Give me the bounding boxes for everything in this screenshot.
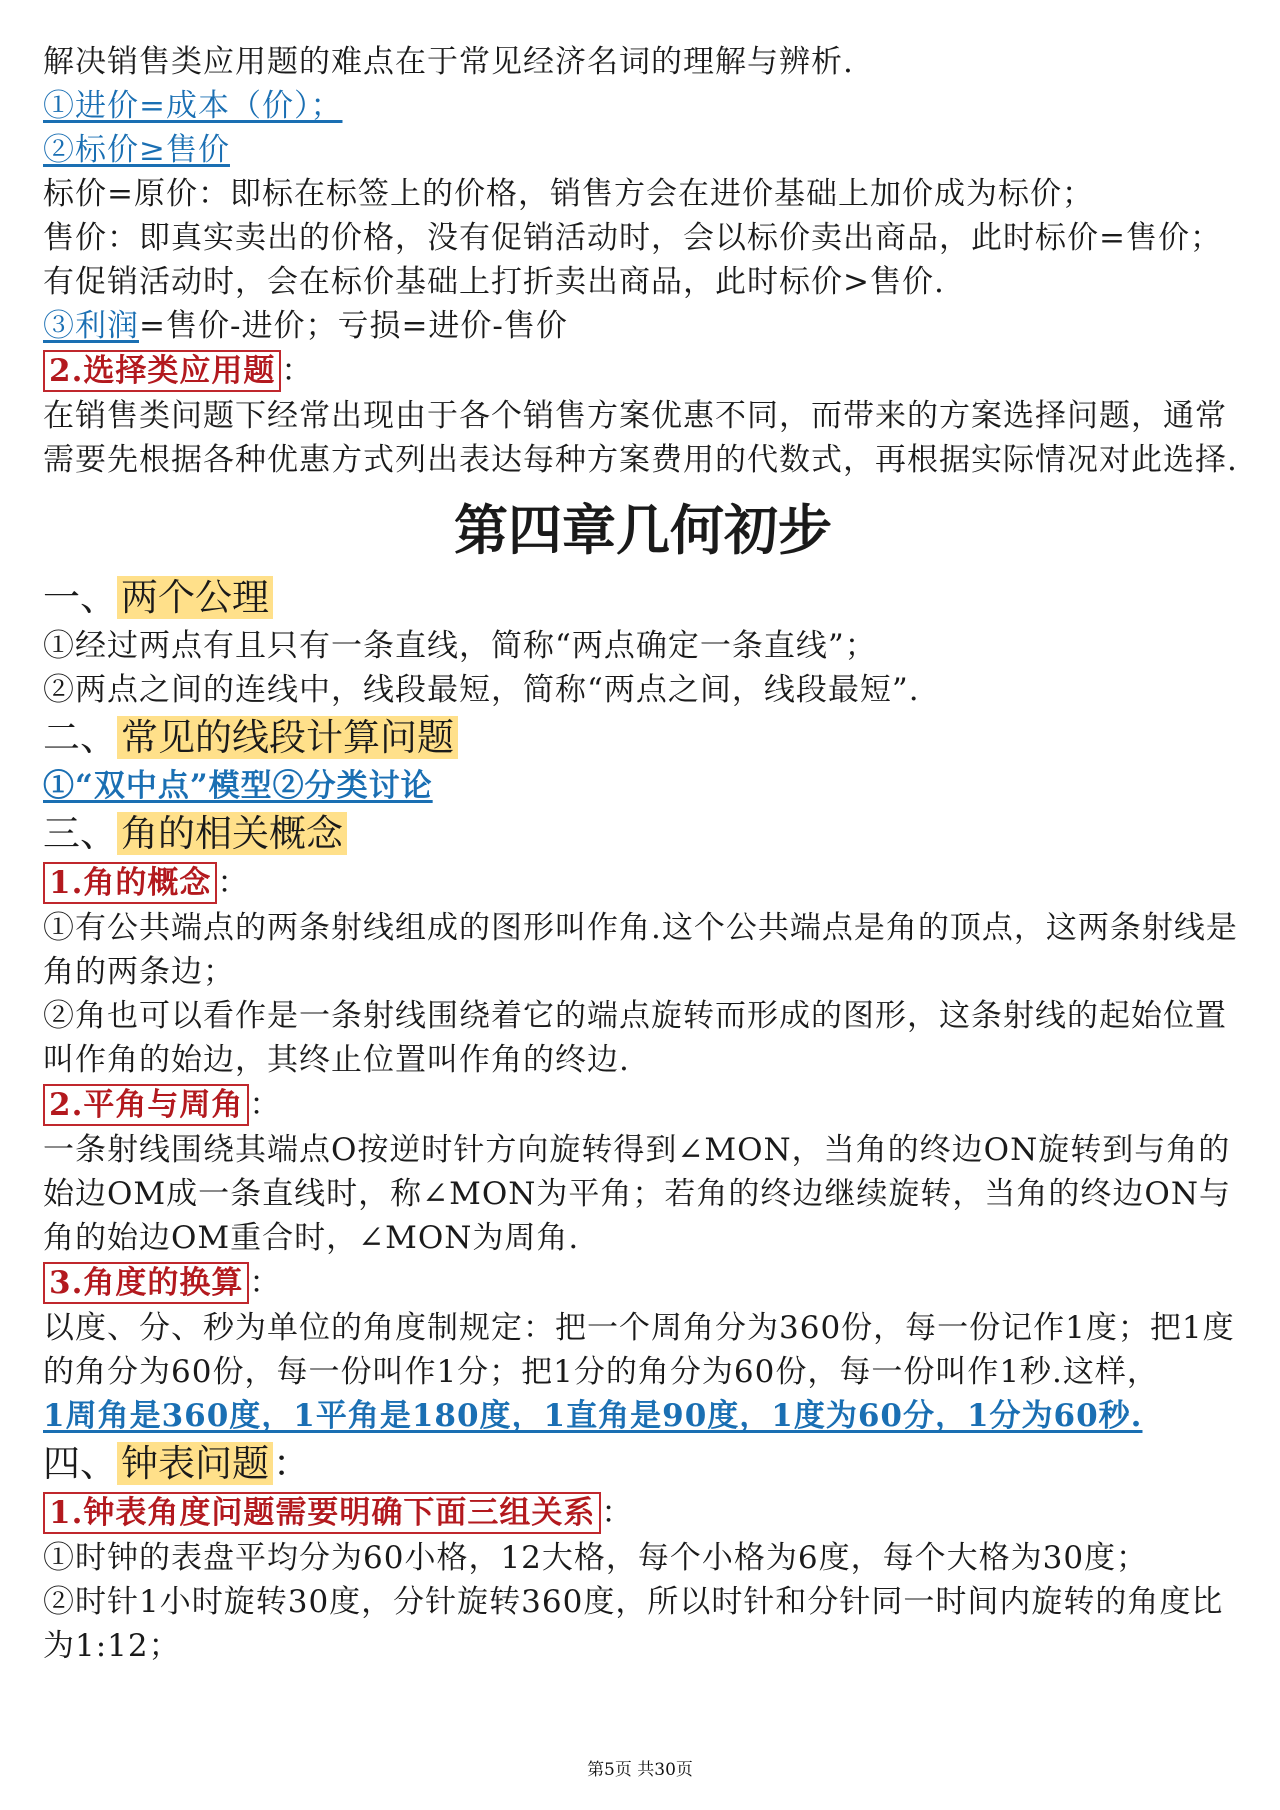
marked-price-line: ②标价≥售价: [43, 132, 230, 168]
section-1-prefix: 一、: [43, 576, 117, 619]
section-3-title: 角的相关概念: [117, 812, 347, 855]
colon: ：: [217, 865, 250, 901]
heading-clock-relations: 1.钟表角度问题需要明确下面三组关系: [43, 1492, 601, 1534]
chapter-title: 第四章几何初步: [454, 498, 832, 562]
axiom-1: ①经过两点有且只有一条直线，简称“两点确定一条直线”；: [43, 628, 877, 664]
clock-relation-2: ②时针1小时旋转30度，分针旋转360度，所以时针和分针同一时间内旋转的角度比为1:12；: [43, 1584, 1224, 1664]
angle-conversion-paragraph: 以度、分、秒为单位的角度制规定：把一个周角分为360份，每一份记作1度；把1度的角分为60份，每一份叫作1分；把1分的角分为60份，每一份叫作1秒.这样，: [43, 1310, 1235, 1390]
section-3-prefix: 三、: [43, 812, 117, 855]
document-page: [43, 40, 1243, 1668]
page-footer: 第5页 共30页: [587, 1760, 693, 1780]
section-2-prefix: 二、: [43, 716, 117, 759]
colon: ：: [601, 1495, 634, 1531]
intro-line: 解决销售类应用题的难点在于常见经济名词的理解与辨析.: [43, 44, 854, 80]
straight-full-angle-paragraph: 一条射线围绕其端点O按逆时针方向旋转得到∠MON，当角的终边ON旋转到与角的始边OM成一条直线时，称∠MON为平角；若角的终边继续旋转，当角的终边ON与角的始边OM重合时，∠MON为周角.: [43, 1132, 1231, 1256]
heading-angle-concept: 1.角的概念: [43, 862, 217, 904]
profit-formula: =售价-进价；亏损=进价-售价: [139, 308, 568, 344]
colon: ：: [273, 1442, 310, 1485]
heading-angle-conversion: 3.角度的换算: [43, 1262, 249, 1304]
colon: ：: [281, 353, 314, 389]
angle-concept-2: ②角也可以看作是一条射线围绕着它的端点旋转而形成的图形，这条射线的起始位置叫作角的始边，其终止位置叫作角的终边.: [43, 998, 1227, 1078]
segment-models: ①“双中点”模型②分类讨论: [43, 768, 433, 804]
colon: ：: [249, 1087, 282, 1123]
sale-price-definition: 售价：即真实卖出的价格，没有促销活动时，会以标价卖出商品，此时标价=售价；有促销活动时，会在标价基础上打折卖出商品，此时标价>售价.: [43, 220, 1222, 300]
section-2-title: 常见的线段计算问题: [117, 716, 458, 759]
angle-conversion-summary: 1周角是360度，1平角是180度，1直角是90度，1度为60分，1分为60秒.: [43, 1398, 1143, 1434]
clock-relation-1: ①时钟的表盘平均分为60小格，12大格，每个小格为6度，每个大格为30度；: [43, 1540, 1149, 1576]
marked-price-definition: 标价=原价：即标在标签上的价格，销售方会在进价基础上加价成为标价；: [43, 176, 1094, 212]
angle-concept-1: ①有公共端点的两条射线组成的图形叫作角.这个公共端点是角的顶点，这两条射线是角的两条边；: [43, 910, 1238, 990]
cost-price-line: ①进价=成本（价）；: [43, 88, 343, 124]
heading-straight-full-angle: 2.平角与周角: [43, 1084, 249, 1126]
section-1-title: 两个公理: [117, 576, 273, 619]
heading-choice-problems: 2.选择类应用题: [43, 350, 281, 392]
colon: ：: [249, 1265, 282, 1301]
axiom-2: ②两点之间的连线中，线段最短，简称“两点之间，线段最短”.: [43, 672, 920, 708]
choice-problems-paragraph: 在销售类问题下经常出现由于各个销售方案优惠不同，而带来的方案选择问题，通常需要先根据各种优惠方式列出表达每种方案费用的代数式，再根据实际情况对此选择.: [43, 398, 1238, 478]
section-4-prefix: 四、: [43, 1442, 117, 1485]
profit-term: ③利润: [43, 308, 139, 344]
section-4-title: 钟表问题: [117, 1442, 273, 1485]
